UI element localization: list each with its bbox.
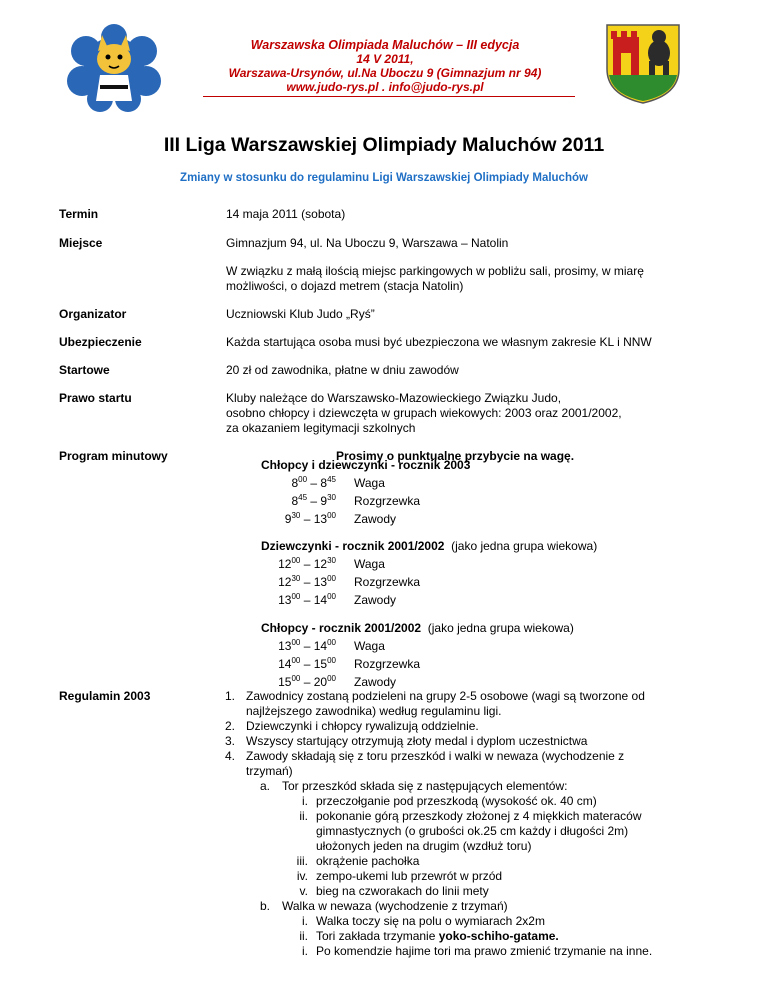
subrule-a-i: przeczołganie pod przeszkodą (wysokość ok. 40 cm) <box>316 794 597 808</box>
header-line-3: Warszawa-Ursynów, ul.Na Uboczu 9 (Gimnazjum nr 94) <box>228 66 542 80</box>
schedule-group-title: Dziewczynki - rocznik 2001/2002 <box>261 539 445 553</box>
schedule-time-range: $14^{00} - 15^{00}$ <box>278 656 336 671</box>
schedule-group-note: (jako jedna grupa wiekowa) <box>444 539 598 553</box>
subrule-a-iii: okrążenie pachołka <box>316 854 420 868</box>
miejsce-value: Gimnazjum 94, ul. Na Uboczu 9, Warszawa – Natolin <box>226 236 509 250</box>
subrule-b: Walka w newaza (wychodzenie z trzymań) <box>282 899 508 913</box>
rule-3: Wszyscy startujący otrzymują złoty medal i dyplom uczestnictwa <box>246 734 588 748</box>
schedule-activity: Waga <box>354 557 385 571</box>
rule-1-line-1: Zawodnicy zostaną podzieleni na grupy 2-5 osobowe (wagi są tworzone od <box>246 689 645 703</box>
schedule-activity: Waga <box>354 476 385 490</box>
header-line-2: 14 V 2011, <box>356 52 414 66</box>
subrule-roman: iv. <box>296 869 308 883</box>
organizator-label: Organizator <box>59 307 127 321</box>
subrule-b-i: Walka toczy się na polu o wymiarach 2x2m <box>316 914 545 928</box>
prawo-startu-line-3: za okazaniem legitymacji szkolnych <box>226 421 416 435</box>
subrule-b-ii-text: Tori zakłada trzymanie <box>316 929 439 943</box>
rule-number: 3. <box>224 734 235 748</box>
schedule-activity: Zawody <box>354 675 397 689</box>
miejsce-note-line-2: możliwości, o dojazd metrem (stacja Natolin) <box>226 279 464 293</box>
schedule-activity: Zawody <box>354 593 397 607</box>
subrule-letter: b. <box>259 899 270 913</box>
subrule-a-iv: zempo-ukemi lub przewrót w przód <box>316 869 503 883</box>
startowe-value: 20 zł od zawodnika, płatne w dniu zawodów <box>226 363 459 377</box>
rule-1-line-2: najlżejszego zawodnika) według regulaminu ligi. <box>246 704 502 718</box>
schedule-time-range: $8^{00} - 8^{45}$ <box>291 475 336 490</box>
prawo-startu-label: Prawo startu <box>59 391 132 405</box>
subrule-a: Tor przeszkód składa się z następujących elementów: <box>282 779 568 793</box>
page-subtitle: Zmiany w stosunku do regulaminu Ligi Warszawskiej Olimpiady Maluchów <box>180 172 588 184</box>
subrule-a-ii-line-3: ułożonych jeden na drugim (wzdłuż toru) <box>316 839 532 853</box>
subrule-roman: i. <box>302 944 308 958</box>
schedule-time-range: $9^{30} - 13^{00}$ <box>284 511 336 526</box>
miejsce-label: Miejsce <box>59 236 103 250</box>
schedule-group-title: Chłopcy i dziewczynki - rocznik 2003 <box>261 458 471 472</box>
schedule-time-range: $12^{30} - 13^{00}$ <box>278 574 336 589</box>
subrule-a-v: bieg na czworakach do linii mety <box>316 884 489 898</box>
rule-4-line-1: Zawody składają się z toru przeszkód i walki w newaza (wychodzenie z <box>246 749 625 763</box>
subrule-roman: i. <box>302 794 308 808</box>
prawo-startu-line-1: Kluby należące do Warszawsko-Mazowieckiego Związku Judo, <box>226 391 562 405</box>
schedule-group-note: (jako jedna grupa wiekowa) <box>421 621 574 635</box>
subrule-roman: v. <box>299 884 308 898</box>
subrule-roman: ii. <box>299 809 308 823</box>
page-title: III Liga Warszawskiej Olimpiady Maluchów 2011 <box>163 134 605 156</box>
schedule-time-range: $13^{00} - 14^{00}$ <box>278 638 336 653</box>
header-line-1: Warszawska Olimpiada Maluchów – III edycja <box>250 38 520 52</box>
schedule-activity: Waga <box>354 639 385 653</box>
schedule-time-range: $13^{00} - 14^{00}$ <box>278 592 336 607</box>
subrule-letter: a. <box>259 779 270 793</box>
header-line-4: www.judo-rys.pl . info@judo-rys.pl <box>286 80 484 94</box>
regulamin-label: Regulamin 2003 <box>59 689 151 703</box>
ubezpieczenie-value: Każda startująca osoba musi być ubezpieczona we własnym zakresie KL i NNW <box>226 335 652 349</box>
schedule-group-title: Chłopcy - rocznik 2001/2002 <box>261 621 422 635</box>
subrule-roman: iii. <box>296 854 308 868</box>
rule-2: Dziewczynki i chłopcy rywalizują oddzielnie. <box>246 719 479 733</box>
subrule-b-ii <box>316 929 559 944</box>
schedule-activity: Rozgrzewka <box>354 494 421 508</box>
miejsce-note-line-1: W związku z małą ilością miejsc parkingowych w pobliżu sali, prosimy, w miarę <box>226 264 644 278</box>
subrule-roman: ii. <box>299 929 308 943</box>
schedule-activity: Zawody <box>354 512 397 526</box>
schedule-activity: Rozgrzewka <box>354 575 421 589</box>
subrule-roman: i. <box>302 914 308 928</box>
subrule-a-ii-line-1: pokonanie górą przeszkody złożonej z 4 miękkich materaców <box>316 809 642 823</box>
rule-number: 4. <box>224 749 235 763</box>
rule-4-line-2: trzymań) <box>246 764 293 778</box>
schedule-activity: Rozgrzewka <box>354 657 421 671</box>
startowe-label: Startowe <box>59 363 110 377</box>
organizator-value: Uczniowski Klub Judo „Ryś” <box>226 307 375 321</box>
subrule-a-ii-line-2: gimnastycznych (o grubości ok.25 cm każdy i długości 2m) <box>316 824 629 838</box>
schedule-time-range: $8^{45} - 9^{30}$ <box>291 493 336 508</box>
subrule-b-ii-technique: yoko-schiho-gatame. <box>438 929 559 943</box>
program-label: Program minutowy <box>59 449 168 463</box>
ubezpieczenie-label: Ubezpieczenie <box>59 335 142 349</box>
termin-label: Termin <box>59 207 99 221</box>
schedule-time-range: $15^{00} - 20^{00}$ <box>278 674 336 689</box>
rule-number: 2. <box>224 719 235 733</box>
termin-value: 14 maja 2011 (sobota) <box>226 207 346 221</box>
rule-number: 1. <box>224 689 235 703</box>
schedule-time-range: $12^{00} - 12^{30}$ <box>278 556 336 571</box>
subrule-b-iii: Po komendzie hajime tori ma prawo zmienić trzymanie na inne. <box>316 944 653 958</box>
program-note: Prosimy o punktualne przybycie na wagę. <box>336 449 575 463</box>
prawo-startu-line-2: osobno chłopcy i dziewczęta w grupach wiekowych: 2003 oraz 2001/2002, <box>226 406 622 420</box>
